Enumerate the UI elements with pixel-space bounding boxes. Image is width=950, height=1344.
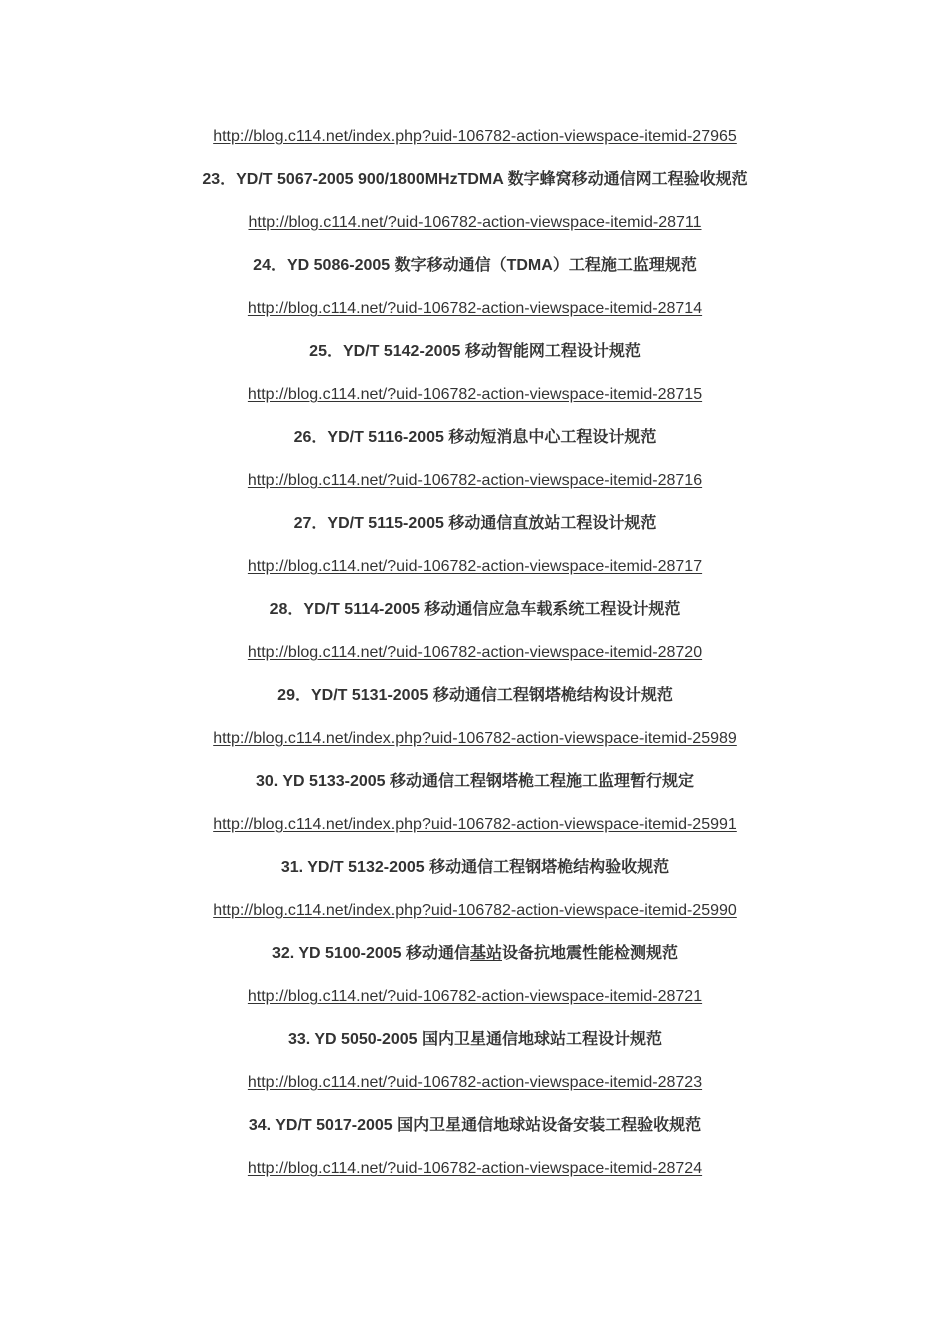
url-link[interactable]: http://blog.c114.net/?uid-106782-action-viewspace-itemid-28716 [247, 472, 703, 489]
standard-title: 26．YD/T 5116-2005 移动短消息中心工程设计规范 [293, 429, 657, 446]
link-line [0, 287, 950, 330]
link-line [0, 115, 950, 158]
link-line [0, 459, 950, 502]
standard-title: 29．YD/T 5131-2005 移动通信工程钢塔桅结构设计规范 [277, 687, 673, 704]
standard-title [0, 932, 950, 975]
url-link[interactable]: http://blog.c114.net/?uid-106782-action-viewspace-itemid-28723 [247, 1074, 703, 1091]
link-line [0, 545, 950, 588]
title-prefix: 32. YD 5100-2005 移动通信 [271, 945, 470, 962]
base-station-link[interactable]: 基站 [470, 945, 503, 962]
url-link[interactable]: http://blog.c114.net/?uid-106782-action-viewspace-itemid-28724 [247, 1160, 703, 1177]
link-line [0, 631, 950, 674]
link-line [0, 975, 950, 1018]
standard-title: 25．YD/T 5142-2005 移动智能网工程设计规范 [309, 343, 641, 360]
url-link[interactable]: http://blog.c114.net/?uid-106782-action-viewspace-itemid-28715 [247, 386, 703, 403]
standard-title: 31. YD/T 5132-2005 移动通信工程钢塔桅结构验收规范 [280, 859, 670, 876]
url-link[interactable]: http://blog.c114.net/?uid-106782-action-viewspace-itemid-28721 [247, 988, 703, 1005]
url-link[interactable]: http://blog.c114.net/?uid-106782-action-viewspace-itemid-28717 [247, 558, 703, 575]
title-suffix: 设备抗地震性能检测规范 [502, 945, 679, 962]
document-page [0, 115, 950, 1190]
url-link[interactable]: http://blog.c114.net/?uid-106782-action-viewspace-itemid-28714 [247, 300, 703, 317]
standard-title: 24．YD 5086-2005 数字移动通信（TDMA）工程施工监理规范 [253, 257, 697, 274]
url-link[interactable]: http://blog.c114.net/index.php?uid-106782-action-viewspace-itemid-25990 [213, 902, 737, 919]
standard-title: 34. YD/T 5017-2005 国内卫星通信地球站设备安装工程验收规范 [248, 1117, 702, 1134]
standard-title: 33. YD 5050-2005 国内卫星通信地球站工程设计规范 [287, 1031, 663, 1048]
link-line [0, 201, 950, 244]
url-link[interactable]: http://blog.c114.net/?uid-106782-action-viewspace-itemid-28720 [247, 644, 703, 661]
link-line [0, 1061, 950, 1104]
standard-title: 23．YD/T 5067-2005 900/1800MHzTDMA 数字蜂窝移动通信网工程验收规范 [202, 171, 748, 188]
link-line [0, 373, 950, 416]
url-link[interactable]: http://blog.c114.net/index.php?uid-106782-action-viewspace-itemid-25991 [213, 816, 737, 833]
link-line [0, 889, 950, 932]
standard-title: 30. YD 5133-2005 移动通信工程钢塔桅工程施工监理暂行规定 [255, 773, 695, 790]
link-line [0, 717, 950, 760]
link-line [0, 803, 950, 846]
url-link[interactable]: http://blog.c114.net/index.php?uid-106782-action-viewspace-itemid-27965 [213, 128, 737, 145]
url-link[interactable]: http://blog.c114.net/?uid-106782-action-viewspace-itemid-28711 [248, 214, 702, 231]
standard-title: 28．YD/T 5114-2005 移动通信应急车载系统工程设计规范 [269, 601, 681, 618]
standard-title: 27．YD/T 5115-2005 移动通信直放站工程设计规范 [293, 515, 657, 532]
link-line [0, 1147, 950, 1190]
url-link[interactable]: http://blog.c114.net/index.php?uid-106782-action-viewspace-itemid-25989 [213, 730, 737, 747]
